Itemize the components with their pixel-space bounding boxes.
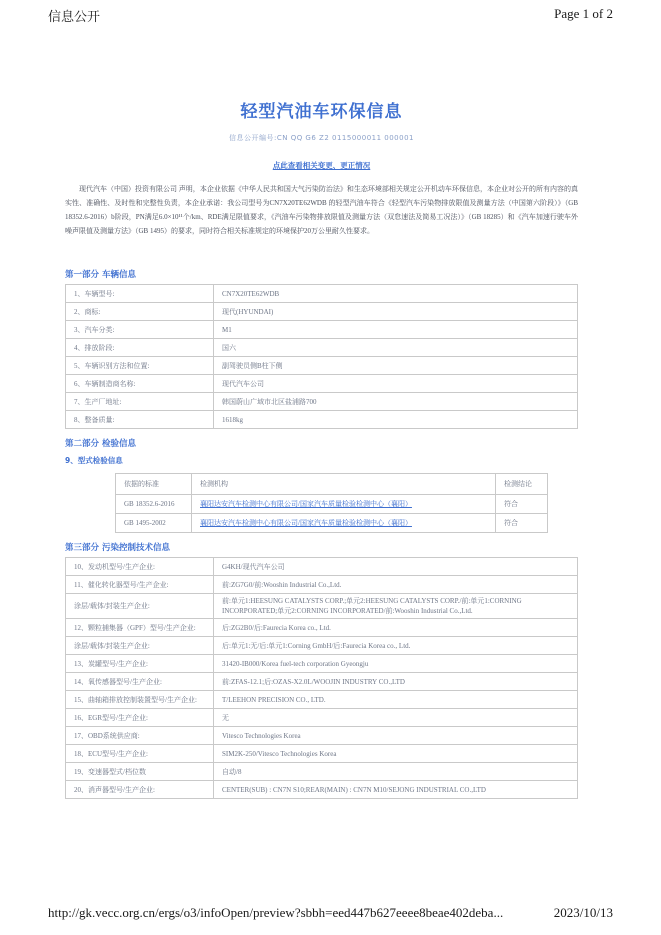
row-value: 现代汽车公司 [214, 375, 578, 393]
table-row [66, 727, 578, 745]
print-header [48, 6, 613, 25]
vehicle-info-table [65, 284, 578, 429]
row-label: 7、生产厂地址: [66, 393, 214, 411]
row-value: G4KH/现代汽车公司 [214, 558, 578, 576]
row-label: 16、EGR型号/生产企业: [66, 709, 214, 727]
row-value: 1618kg [214, 411, 578, 429]
section2-heading: 第二部分 检验信息 [65, 439, 136, 449]
conclusion-cell: 符合 [496, 495, 548, 514]
row-label: 14、氧传感器型号/生产企业: [66, 673, 214, 691]
row-label: 19、变速器型式/档位数 [66, 763, 214, 781]
col-header-conclusion: 检测结论 [496, 474, 548, 495]
agency-cell [192, 495, 496, 514]
standard-cell: GB 1495-2002 [116, 514, 192, 533]
section2-subheading: 9、型式检验信息 [65, 456, 123, 465]
print-header-page-number: Page 1 of 2 [554, 6, 613, 21]
declaration-paragraph: 现代汽车（中国）投资有限公司 声明，本企业依据《中华人民共和国大气污染防治法》和生态环境部相关规定公开机动车环保信息，本企业对公开的所有内容的真实性、准确性、及时性和完整性负责，本企业承诺：我公司型号为CN7X20TE62WDB 的轻型汽油车符合《轻型汽车污染物排放限值及测量方法（中国第六阶段）》（GB 18352.6-2016）b阶段，PN满足6.0×10¹¹个/km、RDE满足限值要求，《汽油车污染物排放限值及测量方法（双怠速法及简易工况法）》（GB 18285）和《汽车加速行驶车外噪声限值及测量方法》（GB 1495）的要求，同时符合相关标准规定的环境保护20万公里耐久性要求。 [65, 185, 578, 235]
table-row [66, 339, 578, 357]
print-footer-date: 2023/10/13 [553, 905, 613, 920]
table-row [66, 709, 578, 727]
row-value: 后:单元1:无/后:单元1:Corning GmbH/后:Faurecia Korea co., Ltd. [214, 637, 578, 655]
row-label: 18、ECU型号/生产企业: [66, 745, 214, 763]
row-value: 前:单元1:HEESUNG CATALYSTS CORP.;单元2:HEESUNG CATALYSTS CORP./前:单元1:CORNING INCORPORATED;单元2:CORNING INCORPORATED/前:Wooshin Industrial Co.,Ltd. [214, 594, 578, 619]
row-label: 12、颗粒捕集器（GPF）型号/生产企业: [66, 619, 214, 637]
view-changes-link[interactable]: 点此查看相关变更、更正情况 [272, 161, 371, 170]
row-value: SIM2K-250/Vitesco Technologies Korea [214, 745, 578, 763]
row-value: M1 [214, 321, 578, 339]
table-row [66, 558, 578, 576]
section3-heading: 第三部分 污染控制技术信息 [65, 543, 170, 553]
agency-cell [192, 514, 496, 533]
row-value: CENTER(SUB) : CN7N S10;REAR(MAIN) : CN7N M10/SEJONG INDUSTRIAL CO.,LTD [214, 781, 578, 799]
table-row [66, 303, 578, 321]
standard-cell: GB 18352.6-2016 [116, 495, 192, 514]
row-label: 20、消声器型号/生产企业: [66, 781, 214, 799]
table-row [66, 357, 578, 375]
page-title: 轻型汽油车环保信息 [240, 102, 403, 122]
table-row [116, 495, 548, 514]
row-label: 涂层/载体/封装生产企业: [66, 594, 214, 619]
table-row [66, 411, 578, 429]
table-row [66, 691, 578, 709]
row-value: 副驾驶员侧B柱下侧 [214, 357, 578, 375]
row-label: 11、催化转化器型号/生产企业: [66, 576, 214, 594]
row-label: 17、OBD系统供应商: [66, 727, 214, 745]
agency-link[interactable]: 襄阳达安汽车检测中心有限公司/国家汽车质量检验检测中心（襄阳） [200, 519, 412, 527]
row-value: 无 [214, 709, 578, 727]
inspection-table [115, 473, 548, 533]
print-footer [48, 905, 613, 921]
row-label: 8、整备质量: [66, 411, 214, 429]
row-value: T/LEEHON PRECISION CO., LTD. [214, 691, 578, 709]
row-label: 5、车辆识别方法和位置: [66, 357, 214, 375]
change-link-row [65, 153, 578, 172]
pollution-control-table [65, 557, 578, 799]
table-row [66, 673, 578, 691]
row-label: 10、发动机型号/生产企业: [66, 558, 214, 576]
row-label: 4、排放阶段: [66, 339, 214, 357]
table-row [66, 619, 578, 637]
table-row [66, 655, 578, 673]
row-label: 3、汽车分类: [66, 321, 214, 339]
row-value: 国六 [214, 339, 578, 357]
table-row [66, 594, 578, 619]
table-row [66, 745, 578, 763]
document-body [65, 97, 578, 799]
row-label: 15、曲轴箱排放控制装置型号/生产企业: [66, 691, 214, 709]
row-label: 涂层/载体/封装生产企业: [66, 637, 214, 655]
section1-heading: 第一部分 车辆信息 [65, 270, 136, 280]
agency-link[interactable]: 襄阳达安汽车检测中心有限公司/国家汽车质量检验检测中心（襄阳） [200, 500, 412, 508]
row-label: 6、车辆制造商名称: [66, 375, 214, 393]
table-row [66, 637, 578, 655]
col-header-agency: 检测机构 [192, 474, 496, 495]
conclusion-cell: 符合 [496, 514, 548, 533]
row-value: 前:ZG7G0/前:Wooshin Industrial Co.,Ltd. [214, 576, 578, 594]
table-row [66, 375, 578, 393]
row-label: 2、商标: [66, 303, 214, 321]
disclosure-number: 信息公开编号:CN QQ G6 Z2 0115000011 000001 [228, 134, 414, 142]
row-label: 13、炭罐型号/生产企业: [66, 655, 214, 673]
row-label: 1、车辆型号: [66, 285, 214, 303]
row-value: 自动/8 [214, 763, 578, 781]
row-value: 前:ZFAS-12.1;后:OZAS-X2.0L/WOOJIN INDUSTRY CO.,LTD [214, 673, 578, 691]
row-value: 韩国蔚山广域市北区盐浦路700 [214, 393, 578, 411]
table-row [66, 763, 578, 781]
table-row [66, 393, 578, 411]
table-row [66, 781, 578, 799]
table-row [116, 514, 548, 533]
row-value: 31420-IB000/Korea fuel-tech corporation Gyeongju [214, 655, 578, 673]
table-header-row [116, 474, 548, 495]
row-value: 现代(HYUNDAI) [214, 303, 578, 321]
print-header-site-label: 信息公开 [48, 9, 101, 24]
row-value: Vitesco Technologies Korea [214, 727, 578, 745]
print-footer-url: http://gk.vecc.org.cn/ergs/o3/infoOpen/preview?sbbh=eed447b627eeee8beae402deba... [48, 905, 504, 920]
table-row [66, 321, 578, 339]
row-value: CN7X20TE62WDB [214, 285, 578, 303]
table-row [66, 576, 578, 594]
row-value: 后:ZG2B0/后:Faurecia Korea co., Ltd. [214, 619, 578, 637]
table-row [66, 285, 578, 303]
col-header-standard: 依据的标准 [116, 474, 192, 495]
